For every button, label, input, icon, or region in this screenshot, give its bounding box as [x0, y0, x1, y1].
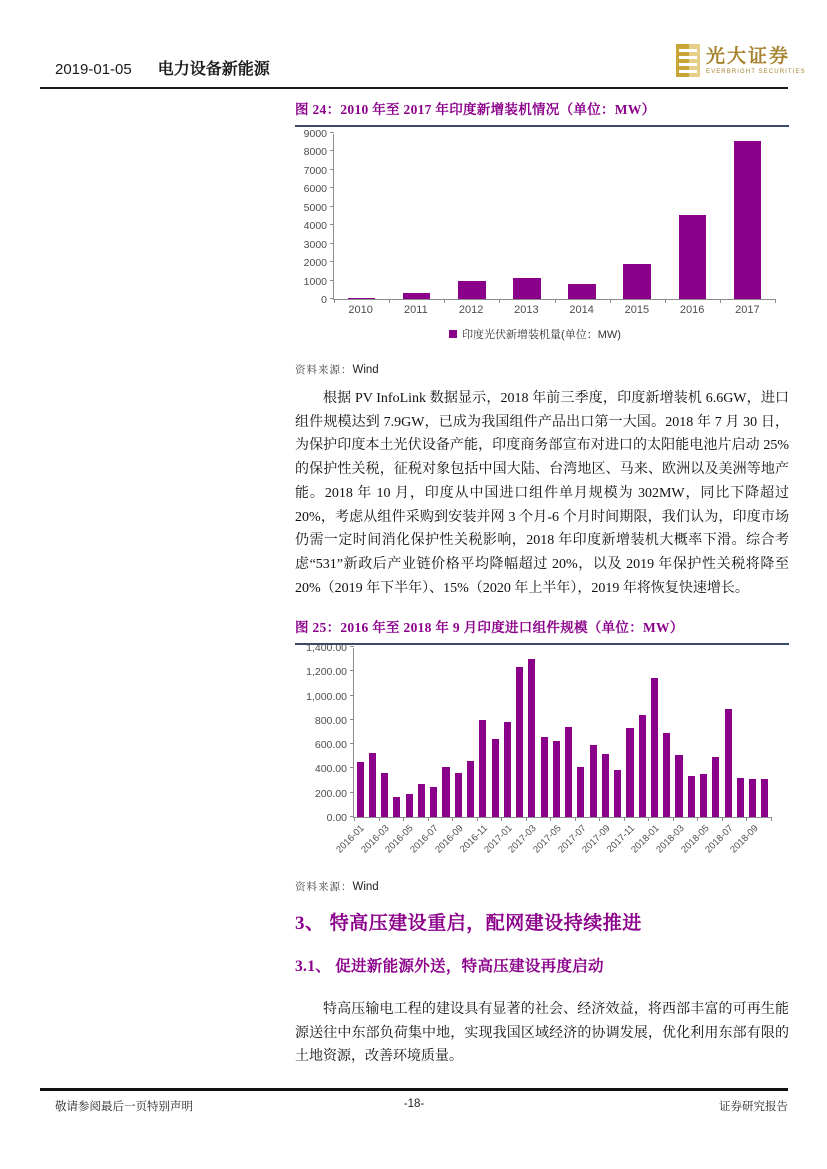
bar [565, 727, 572, 817]
bar-slot [354, 648, 366, 817]
bar-slot [673, 648, 685, 817]
y-axis-tick [350, 646, 354, 647]
bar [568, 284, 596, 299]
bar-slot [636, 648, 648, 817]
bar-slot [366, 648, 378, 817]
body-paragraph-uhv: 特高压输电工程的建设具有显著的社会、经济效益，将西部丰富的可再生能源送往中东部负荷集中地，实现我国区域经济的协调发展，优化利用东部有限的土地资源，改善环境质量。 [295, 1002, 789, 1065]
y-axis-tick-label: 600.00 [314, 739, 347, 752]
bar [458, 281, 486, 299]
y-axis-tick-label: 7000 [303, 164, 327, 177]
chart1-legend [295, 326, 775, 342]
bar-slot [648, 648, 660, 817]
x-axis-label: 2018-05 [678, 823, 712, 856]
report-category: 电力设备新能源 [157, 61, 270, 78]
bar [623, 264, 651, 299]
y-axis-tick [350, 670, 354, 671]
y-axis-tick-label: 9000 [303, 128, 327, 140]
y-axis-tick-label: 3000 [303, 238, 327, 251]
x-axis-label: 2018-03 [654, 823, 687, 856]
bar-slot [610, 134, 665, 299]
bar-slot [587, 648, 599, 817]
x-axis-tick [665, 299, 666, 303]
footer-disclaimer: 敬请参阅最后一页特别声明 [55, 1101, 193, 1113]
y-axis-tick-label: 6000 [303, 183, 327, 196]
logo-name-en: EVERBRIGHT SECURITIES [706, 68, 806, 75]
bar [725, 709, 732, 817]
x-axis-label: 2017-11 [605, 823, 638, 855]
x-axis-label: 2017-01 [482, 823, 515, 856]
x-axis-label: 2017-03 [506, 823, 540, 856]
bar [479, 720, 486, 817]
section-3-heading: 3、 特高压建设重启，配网建设持续推进 [295, 913, 642, 934]
x-axis-label: 2016 [679, 304, 705, 316]
bar [504, 722, 511, 817]
x-axis-label: 2018-07 [703, 823, 736, 856]
bar-slot [599, 648, 611, 817]
bar-slot [575, 648, 587, 817]
bar [442, 767, 449, 817]
chart2-plot-area [353, 648, 771, 818]
bar [467, 761, 474, 817]
header-divider [40, 87, 788, 89]
bar [663, 733, 670, 817]
x-axis-label: 2016-09 [432, 823, 466, 856]
bar [513, 278, 541, 299]
x-axis-label: 2016-03 [359, 823, 392, 856]
bar [516, 667, 523, 817]
chart1-x-axis [333, 304, 775, 316]
bar-slot [444, 134, 499, 299]
x-axis-label: 2010 [348, 304, 373, 316]
y-axis-tick [330, 261, 334, 262]
bar [406, 794, 413, 817]
x-axis-tick [444, 299, 445, 303]
bar [430, 787, 437, 817]
bar [651, 678, 658, 817]
chart1-plot-area [333, 134, 775, 300]
bar-slot [403, 648, 415, 817]
bar-slot [612, 648, 624, 817]
y-axis-tick-label: 200.00 [314, 787, 347, 800]
y-axis-tick [330, 150, 334, 151]
bar [348, 298, 376, 299]
x-axis-label: 2016-01 [334, 823, 367, 856]
bar-slot [477, 648, 489, 817]
bar-slot [464, 648, 476, 817]
bar-slot [526, 648, 538, 817]
y-axis-tick-label: 1,200.00 [306, 666, 347, 679]
y-axis-tick-label: 5000 [303, 201, 327, 214]
body-paragraph-india: 根据 PV InfoLink 数据显示，2018 年前三季度，印度新增装机 6.6GW，进口组件规模达到 7.9GW，已成为我国组件产品出口第一大国。2018 年 7 月 30 日，为保护印度本土光伏设备产能，印度商务部宣布对进口的太阳能电池片启动 25%的保护性关税，征税对象包括中国大陆、台湾地区、马来、欧洲以及美洲等地产能。2018 年 10 月，印度从中国进口组件单月规模为 302MW，同比下降超过 20%，考虑从组件采购到安装并网 3 个月-6 个月时间期限，我们认为，印度市场仍需一定时间消化保护性关税影响，2018 年印度新增装机大概率下滑。综合考虑“531”新政后产业链价格平均降幅超过 20%，以及 2019 年保护性关税将降至 20%（2019 年下半年）、15%（2020 年上半年），2019 年将恢复快速增长。 [295, 391, 789, 596]
bar [577, 767, 584, 817]
bar-slot [452, 648, 464, 817]
figure25-source [295, 879, 789, 894]
x-axis-tick [771, 817, 772, 821]
y-axis-tick [350, 767, 354, 768]
x-axis-tick [610, 299, 611, 303]
bar [590, 745, 597, 817]
y-axis-tick [350, 792, 354, 793]
bar [492, 739, 499, 817]
bar-slot [710, 648, 722, 817]
x-axis-label: 2018-01 [629, 823, 662, 856]
chart2-bars [354, 648, 771, 817]
x-axis-label: 2014 [569, 304, 594, 316]
bar [455, 773, 462, 817]
y-axis-tick [350, 719, 354, 720]
bar-slot [415, 648, 427, 817]
y-axis-tick-label: 1,400.00 [306, 642, 347, 654]
chart2-y-axis [295, 642, 353, 824]
bar [418, 784, 425, 817]
footer-divider [40, 1088, 788, 1091]
x-axis-label: 2016-11 [457, 823, 490, 855]
bar [675, 755, 682, 817]
figure25-title: 图 25：2016 年至 2018 年 9 月印度进口组件规模（单位：MW） [295, 616, 789, 645]
figure24-source [295, 362, 789, 377]
bar [712, 757, 719, 817]
bar-slot [661, 648, 673, 817]
bar [381, 773, 388, 817]
y-axis-tick-label: 1,000.00 [306, 690, 347, 703]
bar-slot [665, 134, 720, 299]
y-axis-tick-label: 8000 [303, 146, 327, 159]
bar [700, 774, 707, 817]
y-axis-tick [330, 206, 334, 207]
y-axis-tick [330, 224, 334, 225]
x-axis-tick [720, 299, 721, 303]
y-axis-tick [330, 280, 334, 281]
bar-slot [389, 134, 444, 299]
bar-slot [722, 648, 734, 817]
figure24-title: 图 24：2010 年至 2017 年印度新增装机情况（单位：MW） [295, 98, 789, 127]
logo-name-cn: 光大证券 [706, 45, 791, 67]
x-axis-label: 2017-09 [580, 823, 613, 856]
x-axis-tick [555, 299, 556, 303]
bar-slot [334, 134, 389, 299]
bar-slot [513, 648, 525, 817]
chart1-legend-label: 印度光伏新增装机量(单位：MW) [462, 329, 621, 341]
source-label: 资料来源： [295, 882, 353, 893]
bar [602, 754, 609, 817]
bar [749, 779, 756, 817]
y-axis-tick [330, 187, 334, 188]
x-axis-label: 2016-05 [383, 823, 417, 856]
bar-slot [391, 648, 403, 817]
bar-slot [685, 648, 697, 817]
bar [688, 776, 695, 817]
y-axis-tick [330, 169, 334, 170]
bar [541, 737, 548, 817]
page-number: -18- [403, 1098, 425, 1110]
bar-slot [697, 648, 709, 817]
x-axis-label: 2017 [735, 304, 760, 316]
everbright-logo-text [706, 47, 806, 75]
bar [403, 293, 431, 299]
bar [626, 728, 633, 817]
bar-slot [720, 134, 775, 299]
source-label: 资料来源： [295, 365, 353, 376]
figure24-bar-chart [295, 128, 789, 342]
y-axis-tick [350, 695, 354, 696]
bar [553, 741, 560, 818]
x-axis-tick [775, 299, 776, 303]
bar [639, 715, 646, 817]
x-axis-label: 2018-09 [727, 823, 761, 856]
y-axis-tick-label: 1000 [303, 275, 327, 288]
chart1-bars [334, 134, 775, 299]
everbright-logo-icon [676, 44, 700, 77]
bar [528, 659, 535, 817]
y-axis-tick-label: 4000 [303, 220, 327, 233]
y-axis-tick-label: 0 [321, 294, 327, 306]
y-axis-tick-label: 400.00 [314, 763, 347, 776]
y-axis-tick-label: 800.00 [314, 714, 347, 727]
y-axis-tick [330, 132, 334, 133]
bar-slot [550, 648, 562, 817]
bar-slot [499, 134, 554, 299]
everbright-logo [676, 44, 806, 77]
bar [679, 215, 707, 299]
bar-slot [555, 134, 610, 299]
bar [393, 797, 400, 817]
x-axis-label: 2013 [514, 304, 539, 316]
source-value: Wind [352, 364, 379, 376]
section-3-1-heading: 3.1、 促进新能源外送，特高压建设再度启动 [295, 958, 604, 975]
bar-slot [428, 648, 440, 817]
bar [369, 753, 376, 817]
bar [761, 779, 768, 817]
y-axis-tick [330, 243, 334, 244]
chart1-y-axis [295, 128, 333, 306]
y-axis-tick-label: 2000 [303, 257, 327, 270]
bar [357, 762, 364, 817]
y-axis-tick [350, 743, 354, 744]
x-axis-label: 2017-07 [555, 823, 589, 856]
page-header [55, 56, 270, 79]
bar-slot [538, 648, 550, 817]
bar-slot [759, 648, 771, 817]
x-axis-tick [499, 299, 500, 303]
footer-report-type: 证券研究报告 [719, 1101, 788, 1113]
legend-swatch-icon [449, 330, 457, 338]
bar [734, 141, 762, 299]
bar [737, 778, 744, 817]
figure25-bar-chart [295, 642, 789, 873]
bar-slot [440, 648, 452, 817]
x-axis-label: 2016-07 [408, 823, 441, 856]
bar-slot [489, 648, 501, 817]
chart2-x-axis [334, 818, 771, 873]
x-axis-tick [389, 299, 390, 303]
x-axis-label: 2017-05 [531, 823, 564, 856]
x-axis-label: 2015 [624, 304, 650, 316]
x-axis-label: 2012 [458, 304, 484, 316]
bar-slot [624, 648, 636, 817]
x-axis-tick [334, 299, 335, 303]
bar-slot [734, 648, 746, 817]
x-axis-label: 2011 [404, 304, 428, 316]
report-date: 2019-01-05 [55, 61, 132, 78]
bar-slot [563, 648, 575, 817]
bar-slot [379, 648, 391, 817]
bar-slot [747, 648, 759, 817]
bar [614, 770, 621, 817]
source-value: Wind [352, 881, 379, 893]
y-axis-tick-label: 0.00 [326, 812, 347, 824]
bar-slot [501, 648, 513, 817]
